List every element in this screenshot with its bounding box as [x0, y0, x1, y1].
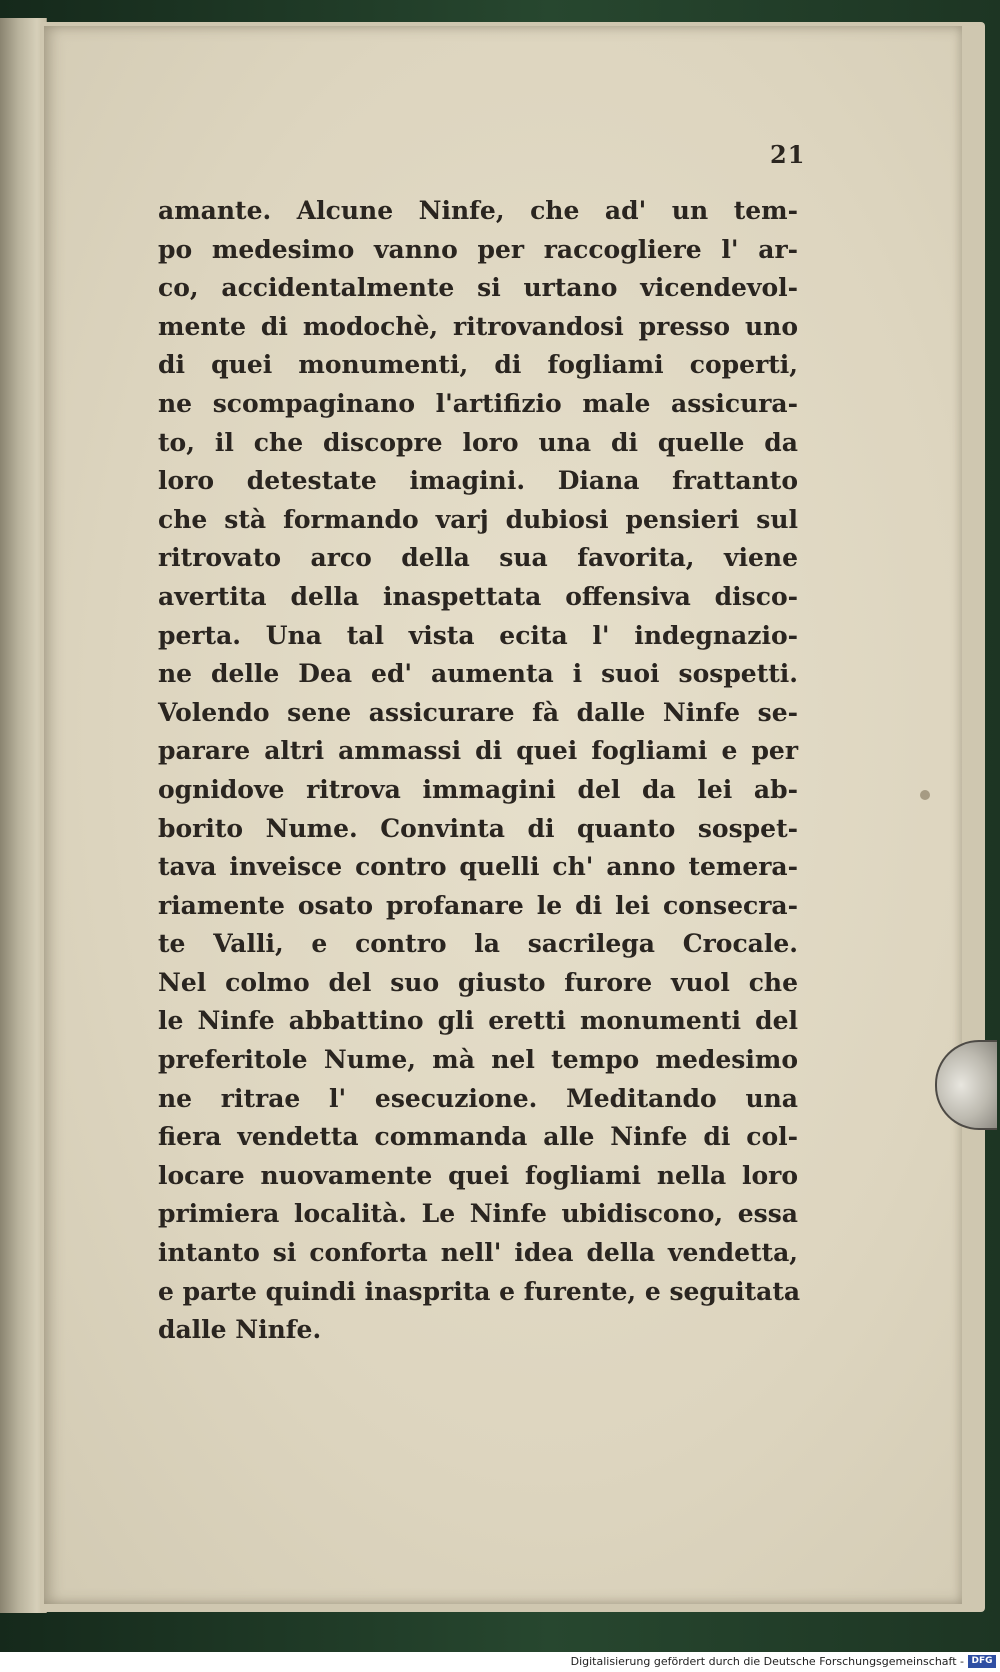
dfg-logo: DFG [968, 1655, 996, 1668]
paper-stain [920, 790, 930, 800]
text-line: locare nuovamente quei fogliami nella loro [158, 1160, 798, 1190]
text-line: intanto si conforta nell' idea della vendetta, [158, 1238, 798, 1268]
text-line: ne delle Dea ed' aumenta i suoi sospetti. [158, 659, 798, 689]
text-line: borito Nume. Convinta di quanto sospet- [158, 813, 798, 843]
text-line: perta. Una tal vista ecita l' indegnazio- [158, 620, 798, 650]
text-line: Nel colmo del suo giusto furore vuol che [158, 967, 798, 997]
text-line: tava inveisce contro quelli ch' anno temera- [158, 852, 798, 882]
text-line: preferitole Nume, mà nel tempo medesimo [158, 1045, 798, 1075]
text-line: ritrovato arco della sua favorita, viene [158, 543, 798, 573]
text-line: te Valli, e contro la sacrilega Crocale. [158, 929, 798, 959]
text-line: riamente osato profanare le di lei consecra- [158, 890, 798, 920]
text-line: ognidove ritrova immagini del da lei ab- [158, 774, 798, 804]
text-line: amante. Alcune Ninfe, che ad' un tem- [158, 196, 798, 225]
text-line: dalle Ninfe. [158, 1315, 322, 1345]
text-line: e parte quindi inasprita e furente, e seguitata [158, 1276, 801, 1306]
text-line: ne ritrae l' esecuzione. Meditando una [158, 1083, 798, 1113]
text-line: che stà formando varj dubiosi pensieri sul [158, 504, 798, 534]
funding-credit: Digitalisierung gefördert durch die Deutsche Forschungsgemeinschaft - [570, 1655, 964, 1668]
text-line: to, il che discopre loro una di quelle da [158, 427, 798, 457]
text-line: di quei monumenti, di fogliami coperti, [158, 350, 798, 380]
text-line: primiera località. Le Ninfe ubidiscono, essa [158, 1199, 798, 1229]
text-line: le Ninfe abbattino gli eretti monumenti del [158, 1006, 798, 1036]
text-line: po medesimo vanno per raccogliere l' ar- [158, 234, 798, 264]
text-line: ne scompaginano l'artifizio male assicura- [158, 388, 798, 418]
text-line: fiera vendetta commanda alle Ninfe di col- [158, 1122, 798, 1152]
body-text [158, 192, 801, 1350]
text-line: loro detestate imagini. Diana frattanto [158, 466, 798, 496]
page-number: 21 [770, 140, 806, 169]
text-line: avertita della inaspettata offensiva disco- [158, 581, 798, 611]
text-line: mente di modochè, ritrovandosi presso uno [158, 311, 798, 341]
text-line: Volendo sene assicurare fà dalle Ninfe se- [158, 697, 798, 727]
text-line: parare altri ammassi di quei fogliami e per [158, 736, 798, 766]
text-line: co, accidentalmente si urtano vicendevol- [158, 273, 798, 303]
